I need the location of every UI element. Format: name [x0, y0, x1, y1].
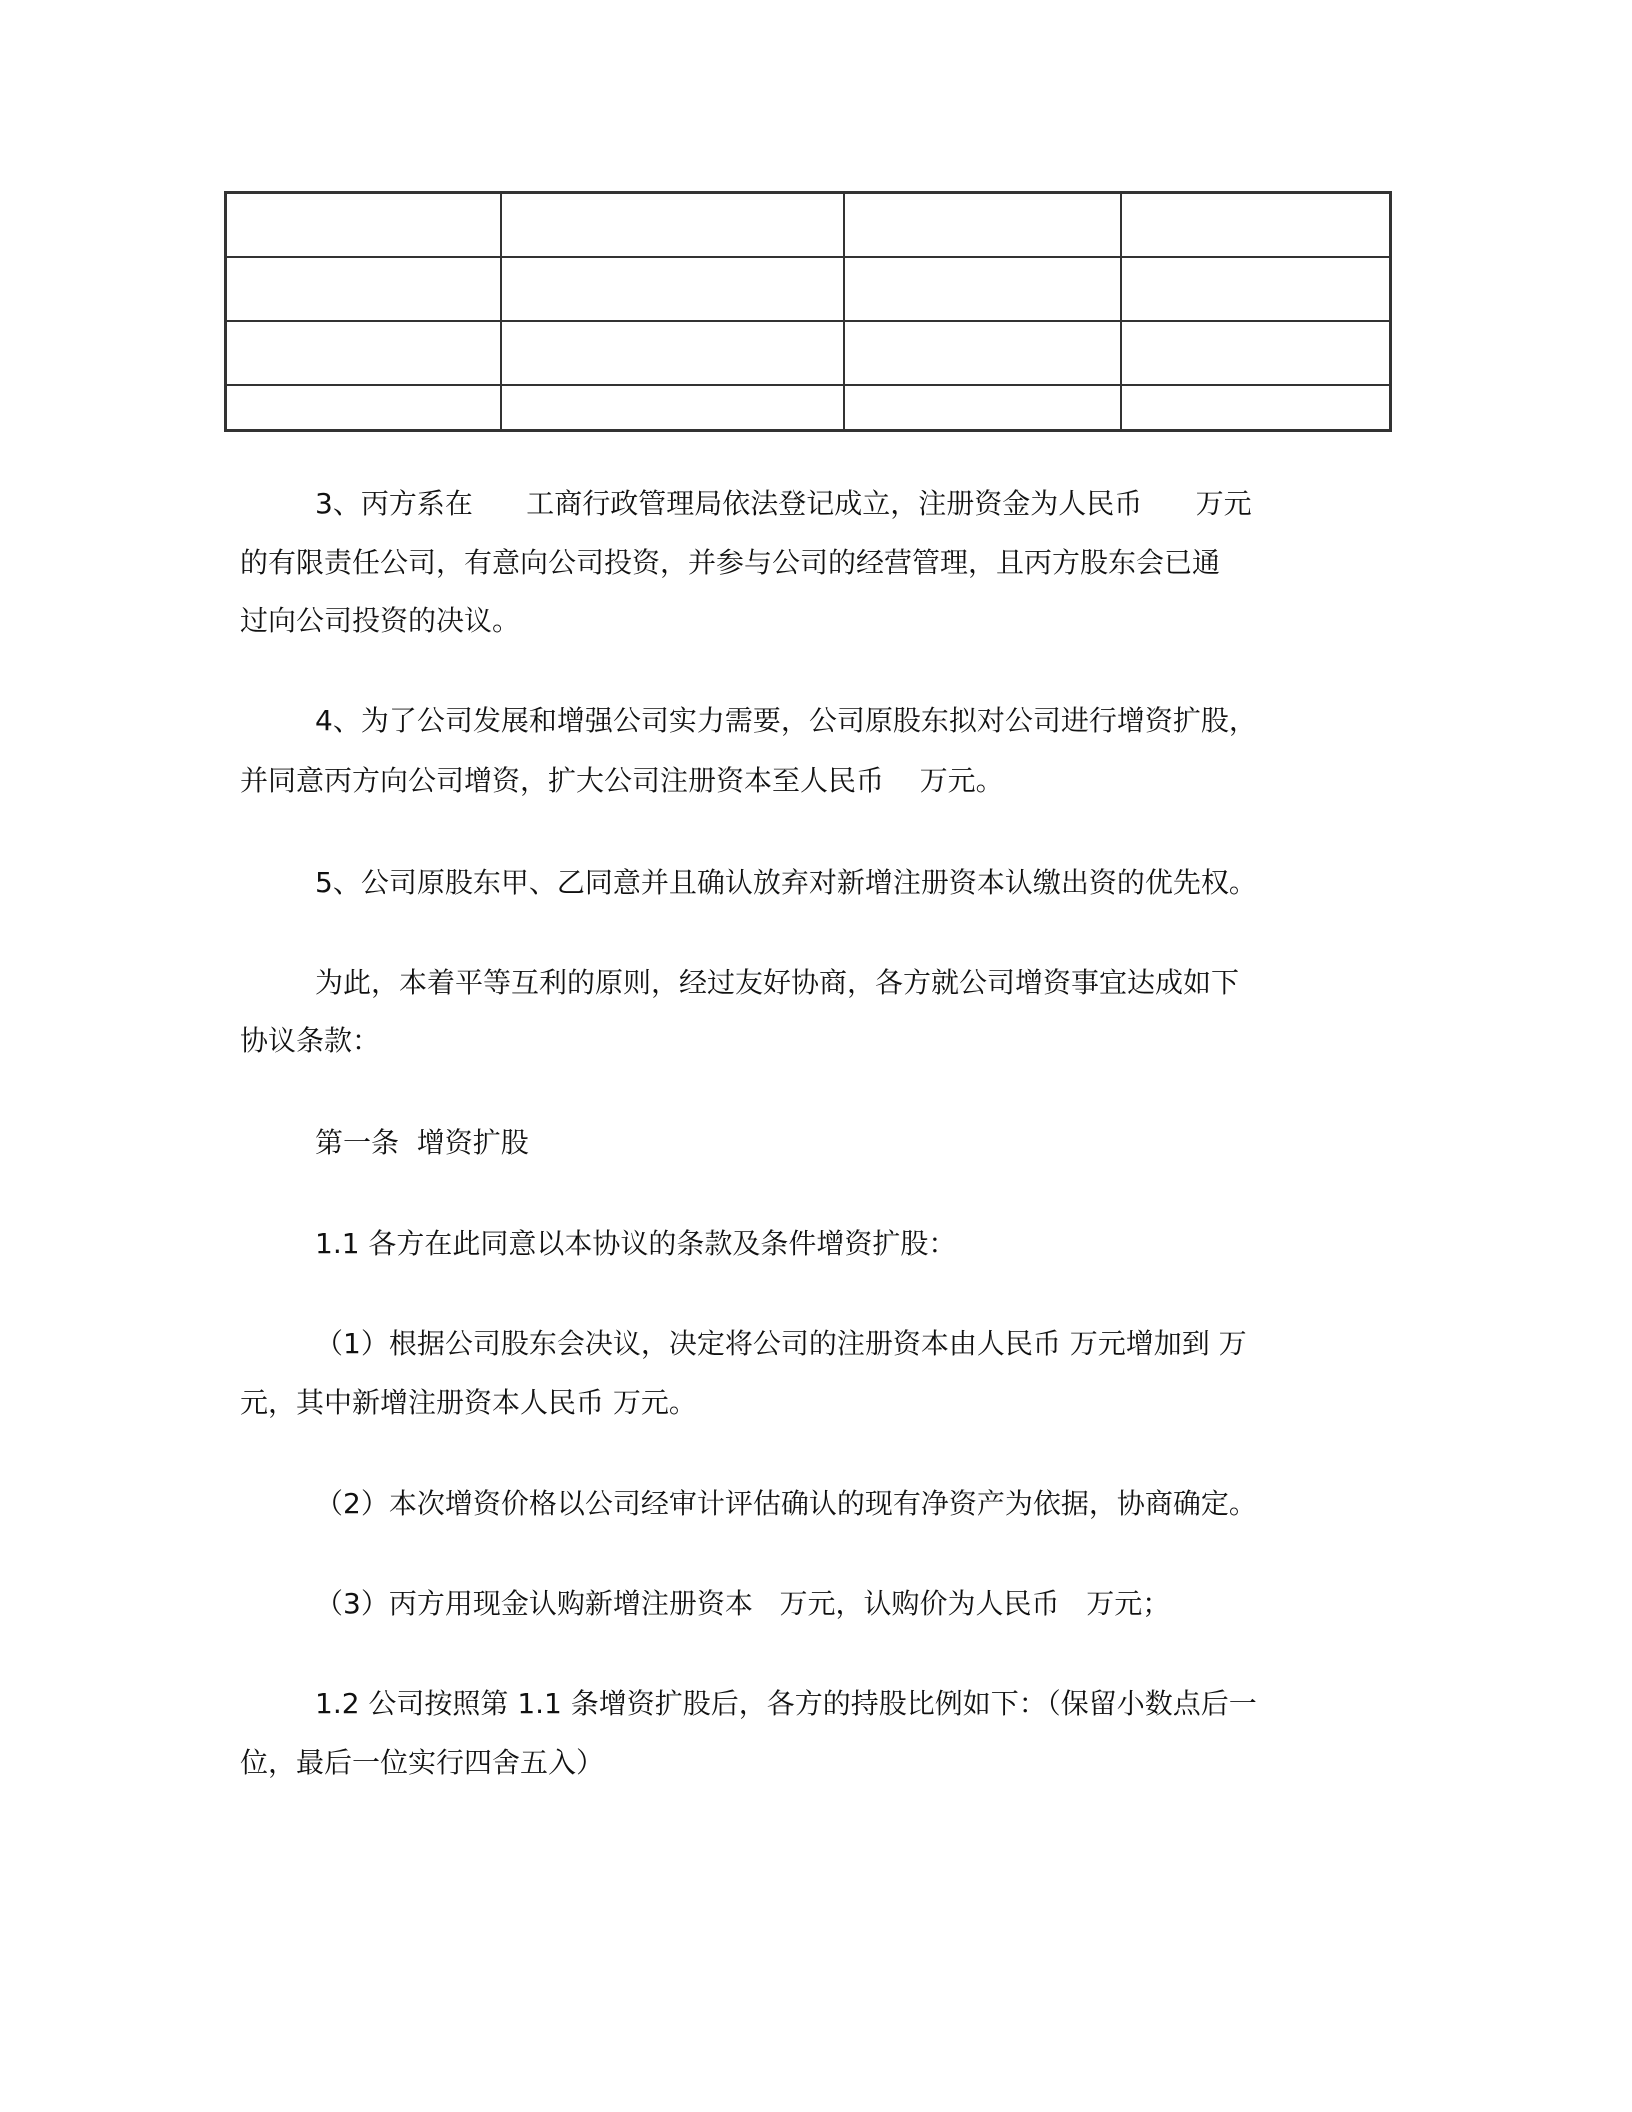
table-cell [844, 321, 1121, 385]
table-row [226, 385, 1391, 431]
section-1-1: 1.1 各方在此同意以本协议的条款及条件增资扩股： [315, 1227, 957, 1260]
table-cell [1121, 385, 1391, 431]
clause-3-line-3: 过向公司投资的决议。 [240, 604, 521, 637]
table-cell [226, 321, 502, 385]
table-cell [1121, 193, 1391, 257]
clause-4-line-2: 并同意丙方向公司增资，扩大公司注册资本至人民币 万元。 [240, 764, 1004, 797]
table-cell [501, 385, 844, 431]
table-cell [501, 321, 844, 385]
table-row [226, 193, 1391, 257]
table-cell [226, 385, 502, 431]
table-cell [501, 193, 844, 257]
table-cell [1121, 257, 1391, 321]
table-cell [844, 193, 1121, 257]
table-cell [844, 385, 1121, 431]
preamble-line-1: 为此，本着平等互利的原则，经过友好协商，各方就公司增资事宜达成如下 [315, 966, 1240, 999]
table-cell [1121, 321, 1391, 385]
clause-3-line-1: 3、丙方系在 工商行政管理局依法登记成立，注册资金为人民币 万元 [315, 487, 1252, 520]
clause-5: 5、公司原股东甲、乙同意并且确认放弃对新增注册资本认缴出资的优先权。 [315, 866, 1257, 899]
preamble-line-2: 协议条款： [240, 1024, 381, 1057]
section-1-2-line-1: 1.2 公司按照第 1.1 条增资扩股后，各方的持股比例如下：（保留小数点后一 [315, 1687, 1257, 1720]
table-cell [226, 257, 502, 321]
shareholder-table [224, 191, 1392, 432]
item-1-line-1: （1）根据公司股东会决议，决定将公司的注册资本由人民币 万元增加到 万 [315, 1327, 1247, 1360]
article-1-heading: 第一条 增资扩股 [315, 1126, 529, 1159]
item-2: （2）本次增资价格以公司经审计评估确认的现有净资产为依据，协商确定。 [315, 1487, 1257, 1520]
table-row [226, 257, 1391, 321]
table-cell [501, 257, 844, 321]
item-3: （3）丙方用现金认购新增注册资本 万元，认购价为人民币 万元； [315, 1587, 1171, 1620]
clause-3-line-2: 的有限责任公司，有意向公司投资，并参与公司的经营管理，且丙方股东会已通 [240, 546, 1221, 579]
item-1-line-2: 元，其中新增注册资本人民币 万元。 [240, 1386, 697, 1419]
clause-4-line-1: 4、为了公司发展和增强公司实力需要，公司原股东拟对公司进行增资扩股， [315, 704, 1257, 737]
section-1-2-line-2: 位，最后一位实行四舍五入） [240, 1746, 605, 1779]
table-row [226, 321, 1391, 385]
table-cell [226, 193, 502, 257]
table-cell [844, 257, 1121, 321]
